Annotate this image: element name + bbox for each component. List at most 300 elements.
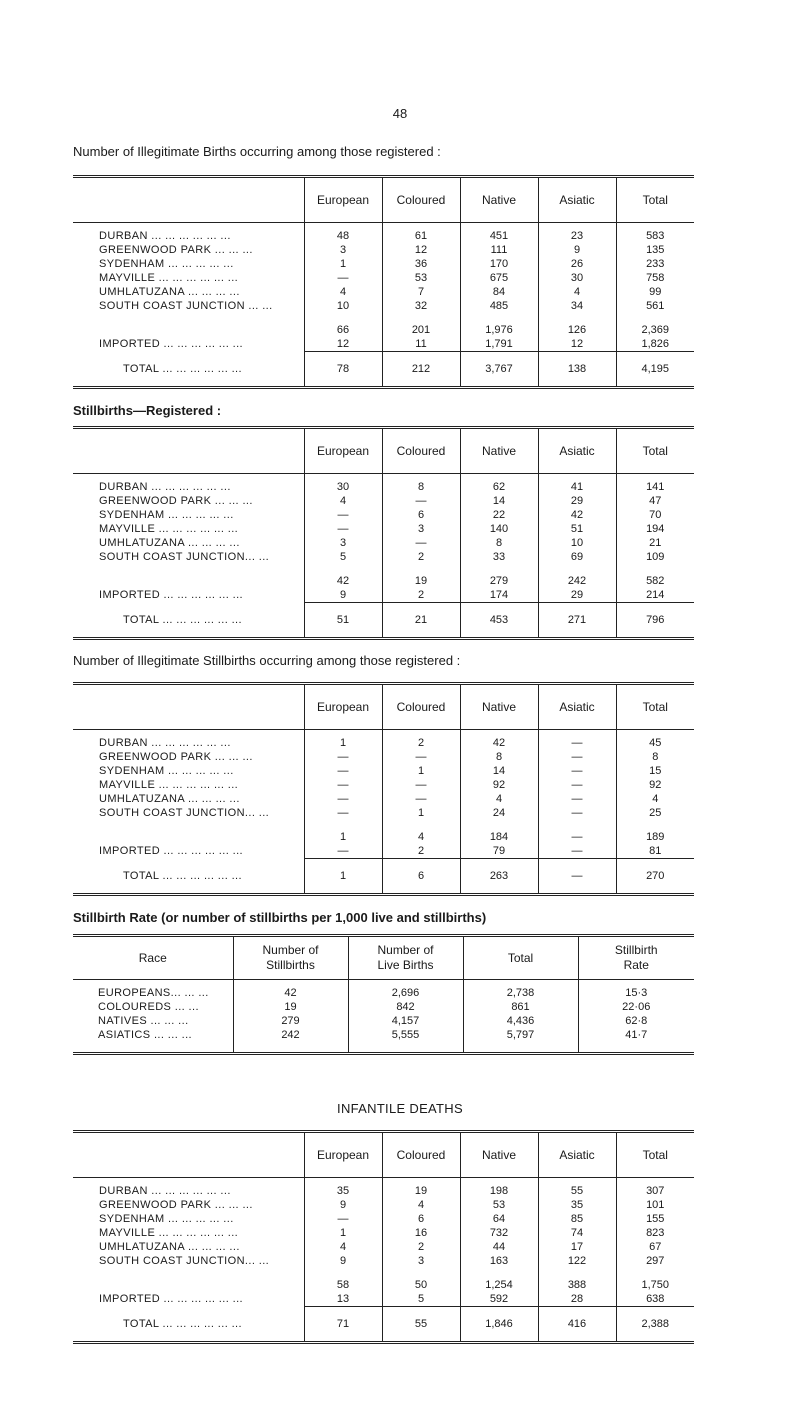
table-cell: — bbox=[382, 750, 460, 764]
table-row bbox=[73, 271, 694, 285]
row-label: SYDENHAM ... ... ... ... ... bbox=[99, 765, 234, 777]
header-blank bbox=[73, 1132, 304, 1178]
table-cell: 198 bbox=[460, 1178, 538, 1199]
table-cell: 9 bbox=[304, 588, 382, 603]
table-cell: — bbox=[538, 730, 616, 751]
table-row bbox=[73, 778, 694, 792]
column-header: Coloured bbox=[382, 177, 460, 223]
table-row bbox=[73, 223, 694, 244]
table-cell: 81 bbox=[616, 844, 694, 859]
header-row bbox=[73, 1132, 694, 1178]
row-label: DURBAN ... ... ... ... ... ... bbox=[99, 230, 231, 242]
table-cell: 19 bbox=[382, 1178, 460, 1199]
table-cell: 8 bbox=[382, 474, 460, 495]
table-cell: 30 bbox=[538, 271, 616, 285]
table-cell: 3 bbox=[382, 1254, 460, 1268]
column-header: Number of Stillbirths bbox=[233, 936, 348, 980]
table-cell: 69 bbox=[538, 550, 616, 564]
page-number: 48 bbox=[392, 106, 408, 121]
table-cell: 138 bbox=[538, 352, 616, 388]
row-label: UMHLATUZANA ... ... ... ... bbox=[99, 793, 240, 805]
table-cell: 4 bbox=[304, 494, 382, 508]
table-cell: 12 bbox=[382, 243, 460, 257]
table-cell: 44 bbox=[460, 1240, 538, 1254]
table-row bbox=[73, 1198, 694, 1212]
table-cell: 6 bbox=[382, 859, 460, 895]
row-label: GREENWOOD PARK ... ... ... bbox=[99, 495, 253, 507]
table-cell: 61 bbox=[382, 223, 460, 244]
table-cell: 4 bbox=[538, 285, 616, 299]
table-cell: 270 bbox=[616, 859, 694, 895]
imported-row bbox=[73, 588, 694, 603]
table-cell: 242 bbox=[233, 1028, 348, 1054]
table-row bbox=[73, 494, 694, 508]
table-cell: 32 bbox=[382, 299, 460, 313]
column-header: Total bbox=[616, 1132, 694, 1178]
table-cell: 36 bbox=[382, 257, 460, 271]
row-label: IMPORTED ... ... ... ... ... ... bbox=[99, 1293, 244, 1306]
table-cell: 1 bbox=[304, 859, 382, 895]
table-cell: 33 bbox=[460, 550, 538, 564]
table-cell: 242 bbox=[538, 564, 616, 588]
table-row bbox=[73, 1240, 694, 1254]
row-label: UMHLATUZANA ... ... ... ... bbox=[99, 1241, 240, 1253]
table-cell: 5 bbox=[304, 550, 382, 564]
table-cell: 9 bbox=[304, 1254, 382, 1268]
table-cell: 140 bbox=[460, 522, 538, 536]
column-header: Total bbox=[616, 684, 694, 730]
table-cell: 126 bbox=[538, 313, 616, 337]
table-cell: 453 bbox=[460, 603, 538, 639]
column-header: Number of Live Births bbox=[348, 936, 463, 980]
table-cell: 1,846 bbox=[460, 1307, 538, 1343]
table-row bbox=[73, 243, 694, 257]
row-label: GREENWOOD PARK ... ... ... bbox=[99, 751, 253, 763]
table-cell: — bbox=[538, 792, 616, 806]
table-cell: 42 bbox=[304, 564, 382, 588]
table-cell: 21 bbox=[382, 603, 460, 639]
row-label: SYDENHAM ... ... ... ... ... bbox=[99, 1213, 234, 1225]
imported-row bbox=[73, 1292, 694, 1307]
table-cell: 297 bbox=[616, 1254, 694, 1268]
row-label bbox=[73, 820, 304, 844]
row-label: SOUTH COAST JUNCTION... ... bbox=[99, 551, 270, 563]
table-cell: 17 bbox=[538, 1240, 616, 1254]
header-blank bbox=[73, 428, 304, 474]
table-cell: 66 bbox=[304, 313, 382, 337]
table-cell: 582 bbox=[616, 564, 694, 588]
table-cell: 2 bbox=[382, 550, 460, 564]
illegit-births-table bbox=[73, 175, 694, 389]
table-row bbox=[73, 1212, 694, 1226]
row-label bbox=[73, 564, 304, 588]
table-cell: 101 bbox=[616, 1198, 694, 1212]
table-row bbox=[73, 1178, 694, 1199]
stillbirth-rate-caption: Stillbirth Rate (or number of stillbirths per 1,000 live and stillbirths) bbox=[73, 910, 487, 925]
table-cell: 451 bbox=[460, 223, 538, 244]
table-cell: 233 bbox=[616, 257, 694, 271]
table-row bbox=[73, 1254, 694, 1268]
table-cell: 861 bbox=[463, 1000, 578, 1014]
table-cell: 6 bbox=[382, 508, 460, 522]
subtotal-row bbox=[73, 564, 694, 588]
table-cell: 583 bbox=[616, 223, 694, 244]
table-cell: 263 bbox=[460, 859, 538, 895]
table-cell: 29 bbox=[538, 588, 616, 603]
column-header: European bbox=[304, 428, 382, 474]
table-row bbox=[73, 1028, 694, 1054]
stillbirths-registered-caption: Stillbirths—Registered : bbox=[73, 403, 222, 418]
header-blank bbox=[73, 177, 304, 223]
table-cell: 1,826 bbox=[616, 337, 694, 352]
table-cell: — bbox=[304, 764, 382, 778]
column-header: European bbox=[304, 1132, 382, 1178]
table-cell: 10 bbox=[538, 536, 616, 550]
illegit-stillbirths-caption: Number of Illegitimate Stillbirths occurring among those registered : bbox=[73, 653, 461, 668]
column-header: Asiatic bbox=[538, 1132, 616, 1178]
row-label: MAYVILLE ... ... ... ... ... ... bbox=[99, 1227, 239, 1239]
column-header: Native bbox=[460, 428, 538, 474]
subtotal-row bbox=[73, 1268, 694, 1292]
table-cell: 64 bbox=[460, 1212, 538, 1226]
table-cell: 170 bbox=[460, 257, 538, 271]
table-cell: 279 bbox=[460, 564, 538, 588]
total-row bbox=[73, 603, 694, 639]
table-cell: 1,791 bbox=[460, 337, 538, 352]
table-cell: 141 bbox=[616, 474, 694, 495]
header-row bbox=[73, 428, 694, 474]
column-header: Asiatic bbox=[538, 177, 616, 223]
table-cell: 1 bbox=[382, 764, 460, 778]
table-cell: 48 bbox=[304, 223, 382, 244]
table-row bbox=[73, 474, 694, 495]
table-cell: — bbox=[538, 844, 616, 859]
table-row bbox=[73, 1014, 694, 1028]
table-cell: 2 bbox=[382, 1240, 460, 1254]
column-header: Asiatic bbox=[538, 428, 616, 474]
table-row bbox=[73, 1226, 694, 1240]
table-cell: 2,388 bbox=[616, 1307, 694, 1343]
table-cell: 79 bbox=[460, 844, 538, 859]
column-header: European bbox=[304, 684, 382, 730]
table-cell: 71 bbox=[304, 1307, 382, 1343]
row-label: MAYVILLE ... ... ... ... ... ... bbox=[99, 779, 239, 791]
table-cell: 4 bbox=[460, 792, 538, 806]
table-cell: 50 bbox=[382, 1268, 460, 1292]
table-cell: 279 bbox=[233, 1014, 348, 1028]
table-cell: — bbox=[304, 508, 382, 522]
table-cell: 9 bbox=[538, 243, 616, 257]
table-cell: 2,369 bbox=[616, 313, 694, 337]
row-label: SYDENHAM ... ... ... ... ... bbox=[99, 509, 234, 521]
total-row bbox=[73, 859, 694, 895]
table-cell: — bbox=[382, 494, 460, 508]
table-cell: 388 bbox=[538, 1268, 616, 1292]
table-cell: 3 bbox=[382, 522, 460, 536]
table-cell: 5 bbox=[382, 1292, 460, 1307]
header-row bbox=[73, 936, 694, 980]
table-cell: 51 bbox=[304, 603, 382, 639]
column-header: Coloured bbox=[382, 428, 460, 474]
table-cell: 7 bbox=[382, 285, 460, 299]
table-cell: 15·3 bbox=[578, 980, 694, 1001]
total-row bbox=[73, 1307, 694, 1343]
row-label: IMPORTED ... ... ... ... ... ... bbox=[99, 338, 244, 351]
table-row bbox=[73, 730, 694, 751]
row-label: GREENWOOD PARK ... ... ... bbox=[99, 1199, 253, 1211]
table-cell: 1 bbox=[304, 257, 382, 271]
column-header: Stillbirth Rate bbox=[578, 936, 694, 980]
table-cell: 22·06 bbox=[578, 1000, 694, 1014]
table-row bbox=[73, 522, 694, 536]
infantile-deaths-table bbox=[73, 1130, 694, 1344]
table-cell: 11 bbox=[382, 337, 460, 352]
table-cell: 4,195 bbox=[616, 352, 694, 388]
row-label: IMPORTED ... ... ... ... ... ... bbox=[99, 589, 244, 602]
table-cell: 307 bbox=[616, 1178, 694, 1199]
column-header: European bbox=[304, 177, 382, 223]
table-row bbox=[73, 980, 694, 1001]
table-cell: 14 bbox=[460, 764, 538, 778]
row-label bbox=[73, 1268, 304, 1292]
column-header: Race bbox=[73, 936, 233, 980]
table-cell: 34 bbox=[538, 299, 616, 313]
total-row bbox=[73, 352, 694, 388]
row-label: MAYVILLE ... ... ... ... ... ... bbox=[99, 523, 239, 535]
table-cell: — bbox=[304, 806, 382, 820]
table-cell: — bbox=[382, 792, 460, 806]
table-cell: 55 bbox=[538, 1178, 616, 1199]
table-cell: — bbox=[304, 750, 382, 764]
table-cell: 3 bbox=[304, 243, 382, 257]
table-row bbox=[73, 550, 694, 564]
table-cell: 1 bbox=[382, 806, 460, 820]
table-cell: 174 bbox=[460, 588, 538, 603]
table-cell: 21 bbox=[616, 536, 694, 550]
row-label: EUROPEANS... ... ... bbox=[98, 987, 209, 999]
table-cell: 2 bbox=[382, 730, 460, 751]
table-cell: 675 bbox=[460, 271, 538, 285]
table-row bbox=[73, 299, 694, 313]
table-cell: 45 bbox=[616, 730, 694, 751]
table-cell: — bbox=[538, 778, 616, 792]
table-cell: 22 bbox=[460, 508, 538, 522]
table-cell: 111 bbox=[460, 243, 538, 257]
table-cell: 4 bbox=[382, 1198, 460, 1212]
table-cell: 1 bbox=[304, 730, 382, 751]
table-cell: 85 bbox=[538, 1212, 616, 1226]
table-cell: 8 bbox=[616, 750, 694, 764]
table-cell: 58 bbox=[304, 1268, 382, 1292]
row-label: ASIATICS ... ... ... bbox=[98, 1029, 192, 1041]
table-cell: 30 bbox=[304, 474, 382, 495]
table-row bbox=[73, 508, 694, 522]
table-row bbox=[73, 536, 694, 550]
table-cell: 35 bbox=[538, 1198, 616, 1212]
row-label: NATIVES ... ... ... bbox=[98, 1015, 189, 1027]
table-cell: 41 bbox=[538, 474, 616, 495]
table-cell: 13 bbox=[304, 1292, 382, 1307]
table-cell: — bbox=[304, 522, 382, 536]
row-label: COLOUREDS ... ... bbox=[98, 1001, 199, 1013]
row-label: TOTAL ... ... ... ... ... ... bbox=[123, 1317, 242, 1330]
table-cell: 28 bbox=[538, 1292, 616, 1307]
table-cell: 67 bbox=[616, 1240, 694, 1254]
table-row bbox=[73, 1000, 694, 1014]
table-cell: — bbox=[538, 806, 616, 820]
table-cell: 823 bbox=[616, 1226, 694, 1240]
table-cell: 732 bbox=[460, 1226, 538, 1240]
table-cell: 214 bbox=[616, 588, 694, 603]
table-row bbox=[73, 257, 694, 271]
table-cell: 53 bbox=[460, 1198, 538, 1212]
table-cell: 4 bbox=[304, 285, 382, 299]
table-cell: — bbox=[304, 792, 382, 806]
row-label: DURBAN ... ... ... ... ... ... bbox=[99, 1185, 231, 1197]
table-cell: 155 bbox=[616, 1212, 694, 1226]
row-label: TOTAL ... ... ... ... ... ... bbox=[123, 362, 242, 375]
table-cell: 23 bbox=[538, 223, 616, 244]
table-cell: 109 bbox=[616, 550, 694, 564]
table-cell: — bbox=[304, 1212, 382, 1226]
column-header: Native bbox=[460, 1132, 538, 1178]
column-header: Native bbox=[460, 684, 538, 730]
table-cell: 2 bbox=[382, 588, 460, 603]
table-cell: 1 bbox=[304, 1226, 382, 1240]
column-header: Total bbox=[463, 936, 578, 980]
table-cell: 4,157 bbox=[348, 1014, 463, 1028]
table-cell: 122 bbox=[538, 1254, 616, 1268]
row-label: SOUTH COAST JUNCTION... ... bbox=[99, 807, 270, 819]
table-cell: 29 bbox=[538, 494, 616, 508]
table-cell: 47 bbox=[616, 494, 694, 508]
table-cell: 42 bbox=[538, 508, 616, 522]
table-cell: — bbox=[304, 271, 382, 285]
table-cell: 2 bbox=[382, 844, 460, 859]
table-cell: 19 bbox=[233, 1000, 348, 1014]
table-cell: 1 bbox=[304, 820, 382, 844]
table-cell: 99 bbox=[616, 285, 694, 299]
table-cell: 62·8 bbox=[578, 1014, 694, 1028]
table-cell: 1,976 bbox=[460, 313, 538, 337]
table-cell: 26 bbox=[538, 257, 616, 271]
row-label: SOUTH COAST JUNCTION ... ... bbox=[99, 300, 273, 312]
table-cell: 163 bbox=[460, 1254, 538, 1268]
imported-row bbox=[73, 337, 694, 352]
table-cell: 135 bbox=[616, 243, 694, 257]
subtotal-row bbox=[73, 313, 694, 337]
table-cell: — bbox=[538, 750, 616, 764]
row-label: IMPORTED ... ... ... ... ... ... bbox=[99, 845, 244, 858]
table-cell: 53 bbox=[382, 271, 460, 285]
infantile-deaths-title: INFANTILE DEATHS bbox=[337, 1101, 463, 1116]
table-cell: 638 bbox=[616, 1292, 694, 1307]
table-row bbox=[73, 750, 694, 764]
table-cell: 42 bbox=[460, 730, 538, 751]
column-header: Native bbox=[460, 177, 538, 223]
table-cell: 3 bbox=[304, 536, 382, 550]
table-cell: 8 bbox=[460, 750, 538, 764]
table-cell: — bbox=[304, 844, 382, 859]
row-label: SOUTH COAST JUNCTION... ... bbox=[99, 1255, 270, 1267]
table-cell: 92 bbox=[460, 778, 538, 792]
header-blank bbox=[73, 684, 304, 730]
table-cell: 4 bbox=[616, 792, 694, 806]
row-label: DURBAN ... ... ... ... ... ... bbox=[99, 737, 231, 749]
row-label: UMHLATUZANA ... ... ... ... bbox=[99, 537, 240, 549]
table-cell: 2,738 bbox=[463, 980, 578, 1001]
table-cell: 55 bbox=[382, 1307, 460, 1343]
row-label: SYDENHAM ... ... ... ... ... bbox=[99, 258, 234, 270]
row-label bbox=[73, 313, 304, 337]
table-cell: 41·7 bbox=[578, 1028, 694, 1054]
row-label: DURBAN ... ... ... ... ... ... bbox=[99, 481, 231, 493]
table-cell: 16 bbox=[382, 1226, 460, 1240]
table-row bbox=[73, 285, 694, 299]
table-cell: 14 bbox=[460, 494, 538, 508]
row-label: TOTAL ... ... ... ... ... ... bbox=[123, 869, 242, 882]
table-cell: 212 bbox=[382, 352, 460, 388]
table-cell: 4,436 bbox=[463, 1014, 578, 1028]
stillbirth-rate-table bbox=[73, 934, 694, 1055]
row-label: UMHLATUZANA ... ... ... ... bbox=[99, 286, 240, 298]
table-row bbox=[73, 806, 694, 820]
table-cell: 189 bbox=[616, 820, 694, 844]
imported-row bbox=[73, 844, 694, 859]
illegit-births-caption: Number of Illegitimate Births occurring among those registered : bbox=[73, 144, 441, 159]
table-cell: 84 bbox=[460, 285, 538, 299]
table-cell: — bbox=[382, 778, 460, 792]
table-cell: 4 bbox=[382, 820, 460, 844]
table-cell: 25 bbox=[616, 806, 694, 820]
table-cell: 485 bbox=[460, 299, 538, 313]
header-row bbox=[73, 684, 694, 730]
table-cell: 201 bbox=[382, 313, 460, 337]
table-cell: 9 bbox=[304, 1198, 382, 1212]
table-cell: 271 bbox=[538, 603, 616, 639]
table-cell: — bbox=[538, 859, 616, 895]
table-cell: 561 bbox=[616, 299, 694, 313]
table-cell: 78 bbox=[304, 352, 382, 388]
column-header: Coloured bbox=[382, 1132, 460, 1178]
table-cell: 1,254 bbox=[460, 1268, 538, 1292]
table-cell: 416 bbox=[538, 1307, 616, 1343]
table-cell: 10 bbox=[304, 299, 382, 313]
column-header: Coloured bbox=[382, 684, 460, 730]
table-cell: — bbox=[304, 778, 382, 792]
table-cell: 1,750 bbox=[616, 1268, 694, 1292]
table-cell: 5,555 bbox=[348, 1028, 463, 1054]
table-cell: 758 bbox=[616, 271, 694, 285]
row-label: GREENWOOD PARK ... ... ... bbox=[99, 244, 253, 256]
table-cell: 5,797 bbox=[463, 1028, 578, 1054]
table-cell: — bbox=[538, 820, 616, 844]
table-cell: 592 bbox=[460, 1292, 538, 1307]
table-cell: 842 bbox=[348, 1000, 463, 1014]
column-header: Total bbox=[616, 428, 694, 474]
table-cell: 70 bbox=[616, 508, 694, 522]
table-cell: 796 bbox=[616, 603, 694, 639]
table-cell: — bbox=[538, 764, 616, 778]
table-cell: 194 bbox=[616, 522, 694, 536]
table-cell: 51 bbox=[538, 522, 616, 536]
column-header: Total bbox=[616, 177, 694, 223]
table-cell: 74 bbox=[538, 1226, 616, 1240]
table-cell: 62 bbox=[460, 474, 538, 495]
table-cell: 19 bbox=[382, 564, 460, 588]
header-row bbox=[73, 177, 694, 223]
table-cell: 8 bbox=[460, 536, 538, 550]
